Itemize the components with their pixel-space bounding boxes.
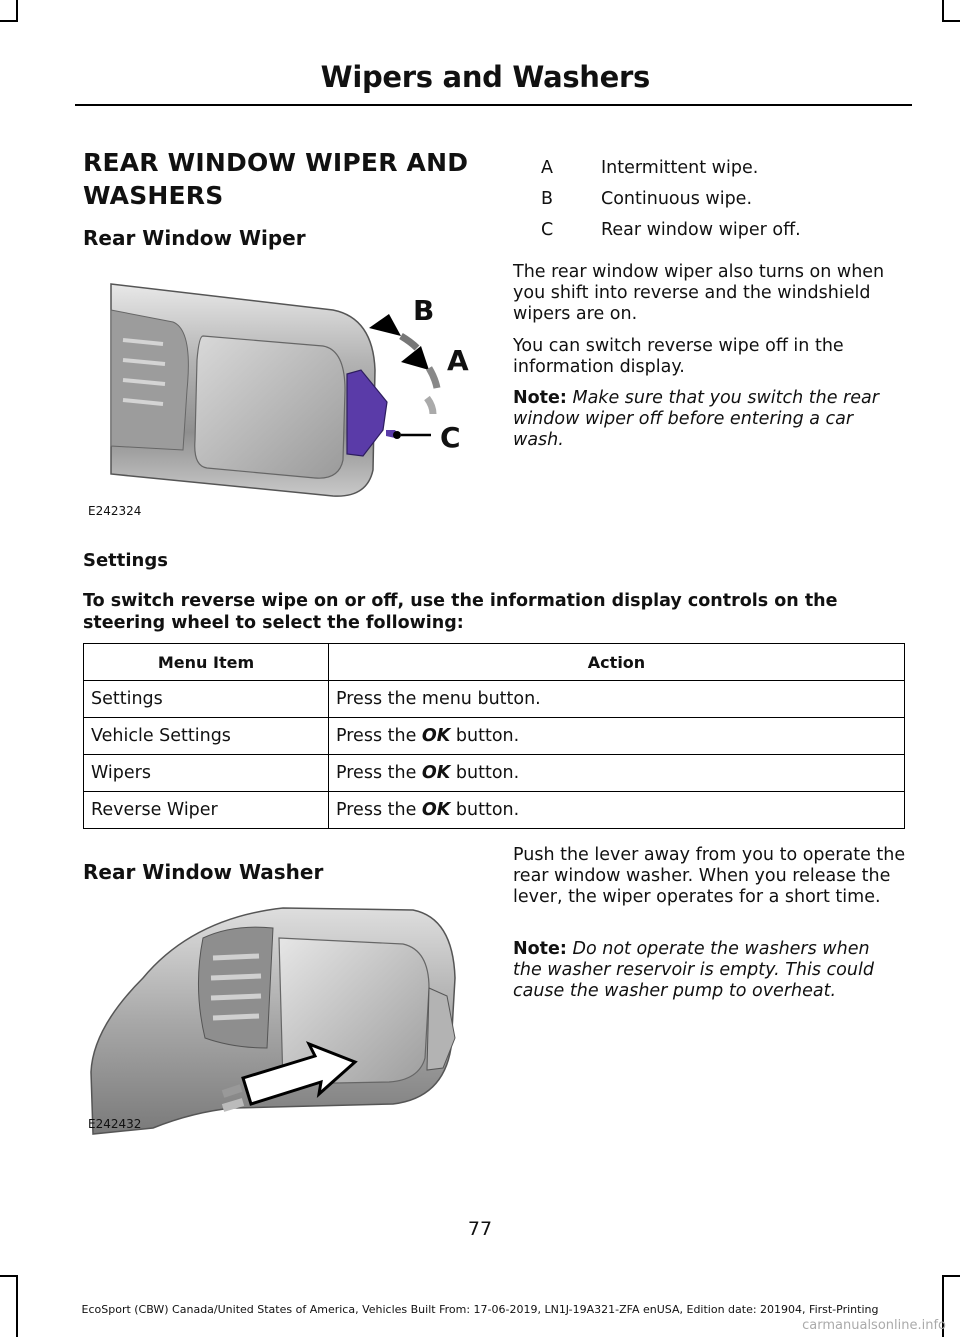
page-number: 77 bbox=[467, 1218, 493, 1240]
washer-heading: Rear Window Washer bbox=[83, 860, 324, 884]
figure-legend bbox=[541, 158, 801, 251]
paragraph: Push the lever away from you to operate the rear window washer. When you release the lever, the wiper operates for a short time. bbox=[513, 845, 906, 907]
section-title: Wipers and Washers bbox=[320, 60, 650, 94]
crop-mark bbox=[0, 20, 18, 22]
figure-label-a: A bbox=[447, 344, 469, 377]
table-row bbox=[84, 792, 905, 829]
crop-mark bbox=[942, 20, 960, 22]
paragraph: You can switch reverse wipe off in the information display. bbox=[513, 336, 844, 377]
action-cell: Press the OK button. bbox=[329, 755, 905, 792]
menu-item-cell: Vehicle Settings bbox=[84, 718, 329, 755]
legend-item: B Continuous wipe. bbox=[541, 189, 753, 209]
settings-heading: Settings bbox=[83, 550, 168, 571]
action-cell: Press the OK button. bbox=[329, 718, 905, 755]
footer-text: EcoSport (CBW) Canada/United States of America, Vehicles Built From: 17-06-2019, LN1J-19A321-ZFA enUSA, Edition date: 201904, First-Printing bbox=[81, 1303, 879, 1316]
action-cell: Press the menu button. bbox=[329, 681, 905, 718]
settings-table bbox=[83, 643, 905, 829]
figure-label-c: C bbox=[440, 421, 461, 454]
menu-item-cell: Wipers bbox=[84, 755, 329, 792]
settings-lead: To switch reverse wipe on or off, use the information display controls on the steering wheel to select the following: bbox=[83, 591, 838, 633]
legend-item: C Rear window wiper off. bbox=[541, 220, 801, 240]
figure-code: E242324 bbox=[88, 504, 142, 518]
figure-code: E242432 bbox=[88, 1117, 142, 1131]
table-header: Menu Item bbox=[84, 644, 329, 681]
legend-item: A Intermittent wipe. bbox=[541, 158, 759, 178]
watermark: carmanualsonline.info bbox=[802, 1318, 946, 1333]
menu-item-cell: Reverse Wiper bbox=[84, 792, 329, 829]
rear-washer-figure bbox=[83, 898, 475, 1136]
menu-item-cell: Settings bbox=[84, 681, 329, 718]
paragraph: The rear window wiper also turns on when you shift into reverse and the windshield wipers are on. bbox=[513, 262, 885, 324]
wiper-heading: Rear Window Wiper bbox=[83, 226, 306, 250]
action-cell: Press the OK button. bbox=[329, 792, 905, 829]
crop-mark bbox=[942, 0, 944, 22]
crop-mark bbox=[0, 1275, 18, 1277]
table-row bbox=[84, 718, 905, 755]
crop-mark bbox=[16, 0, 18, 22]
note: Note: Make sure that you switch the rear window wiper off before entering a car wash. bbox=[513, 388, 879, 450]
table-row bbox=[84, 755, 905, 792]
table-header: Action bbox=[329, 644, 905, 681]
crop-mark bbox=[942, 1275, 960, 1277]
table-header-row bbox=[84, 644, 905, 681]
main-heading: REAR WINDOW WIPER AND WASHERS bbox=[83, 148, 469, 210]
note: Note: Do not operate the washers when the washer reservoir is empty. This could cause the washer pump to overheat. bbox=[513, 939, 874, 1001]
figure-label-b: B bbox=[413, 294, 435, 327]
header-divider bbox=[75, 104, 912, 106]
table-row bbox=[84, 681, 905, 718]
